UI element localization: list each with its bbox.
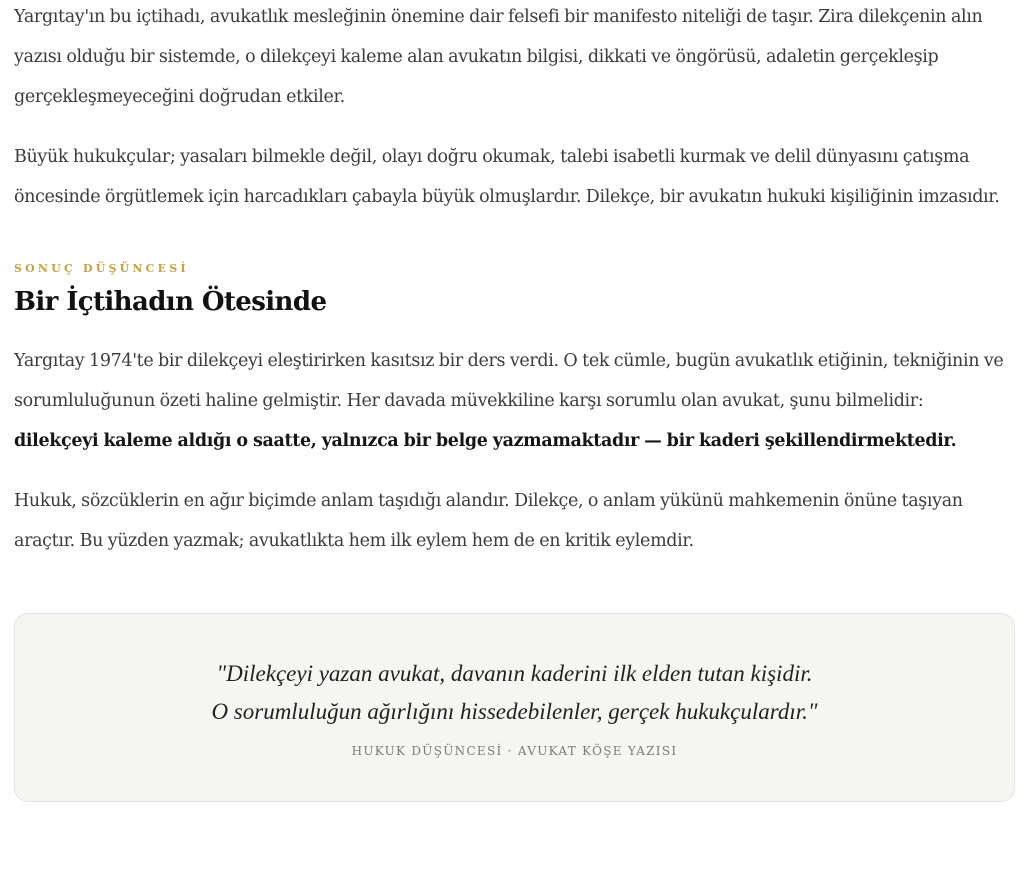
pull-quote xyxy=(14,613,1015,802)
paragraph-3-text: Yargıtay 1974'te bir dilekçeyi eleştirirken kasıtsız bir ders verdi. O tek cümle, bugün avukatlık etiğinin, tekniğinin ve sorumluluğunun özeti haline gelmiştir. Her davada müvekkiline karşı sorumlu olan avukat, şunu bilmelidir: xyxy=(14,351,1004,411)
quote-source: HUKUK DÜŞÜNCESİ · AVUKAT KÖŞE YAZISI xyxy=(351,744,678,758)
section-title: Bir İçtihadın Ötesinde xyxy=(14,287,327,317)
paragraph-3 xyxy=(14,341,1010,461)
paragraph-4: Hukuk, sözcüklerin en ağır biçimde anlam taşıdığı alandır. Dilekçe, o anlam yükünü mahkemenin önüne taşıyan araçtır. Bu yüzden yazmak; avukatlıkta hem ilk eylem hem de en kritik eylemdir. xyxy=(14,491,963,551)
quote-line-2: O sorumluluğun ağırlığını hissedebilenler, gerçek hukukçulardır." xyxy=(211,699,818,724)
section-eyebrow: SONUÇ DÜŞÜNCESİ xyxy=(14,262,189,275)
paragraph-2: Büyük hukukçular; yasaları bilmekle değil, olayı doğru okumak, talebi isabetli kurmak ve delil dünyasını çatışma öncesinde örgütlemek için harcadıkları çabayla büyük olmuşlardır. Dilekçe, bir avukatın hukuki kişiliğinin imzasıdır. xyxy=(14,147,1000,207)
quote-text xyxy=(15,655,1014,731)
quote-line-1: "Dilekçeyi yazan avukat, davanın kaderini ilk elden tutan kişidir. xyxy=(216,661,813,686)
paragraph-3-emphasis: dilekçeyi kaleme aldığı o saatte, yalnızca bir belge yazmamaktadır — bir kaderi şekillendirmektedir. xyxy=(14,431,957,451)
paragraph-1: Yargıtay'ın bu içtihadı, avukatlık mesleğinin önemine dair felsefi bir manifesto niteliği de taşır. Zira dilekçenin alın yazısı olduğu bir sistemde, o dilekçeyi kaleme alan avukatın bilgisi, dikkati ve öngörüsü, adaletin gerçekleşip gerçekleşmeyeceğini doğrudan etkiler. xyxy=(14,7,983,107)
